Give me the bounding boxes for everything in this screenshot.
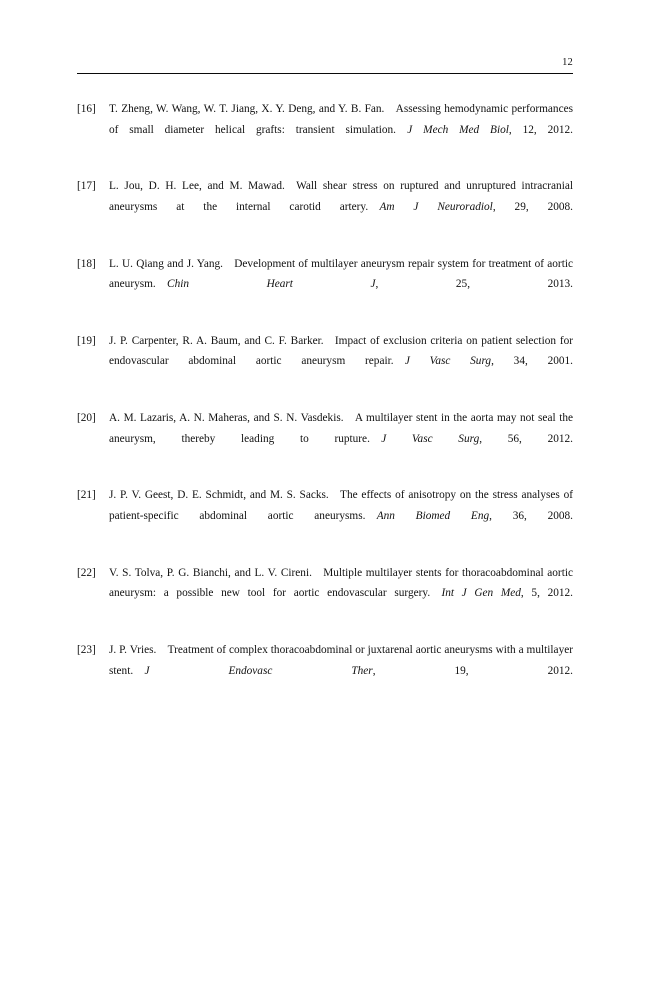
bibliography-entry-journal: Chin Heart J <box>167 278 376 291</box>
bibliography-entry-label: [19] <box>77 334 96 347</box>
bibliography-entry-title: Treatment of complex thoracoabdominal or juxtarenal aortic aneurysms with a multilayer stent. <box>109 643 573 677</box>
bibliography-entry-authors: J. P. Vries. <box>109 643 157 656</box>
bibliography-entry-journal: J Mech Med Biol <box>407 123 509 136</box>
bibliography-entry-volume-year: , 29, 2008. <box>492 200 574 213</box>
bibliography-entry-label: [22] <box>77 566 96 579</box>
page-number: 12 <box>562 57 573 68</box>
bibliography-entry-journal: J Endovasc Ther <box>144 664 373 677</box>
bibliography-entry-label: [17] <box>77 180 96 193</box>
bibliography-entry <box>77 331 573 393</box>
bibliography-entry-text <box>109 485 573 547</box>
bibliography-entry-volume-year: , 25, 2013. <box>375 278 573 291</box>
bibliography-entry-journal: Int J Gen Med <box>441 587 521 600</box>
bibliography-entry-title: Multiple multilayer stents for thoracoabdominal aortic aneurysm: a possible new tool for aortic endovascular surgery. <box>109 566 573 600</box>
bibliography-entry-text <box>109 254 573 316</box>
bibliography-entry-journal: J Vasc Surg <box>381 432 480 445</box>
bibliography-entry-authors: J. P. V. Geest, D. E. Schmidt, and M. S. Sacks. <box>109 489 329 502</box>
bibliography-entry-title: Impact of exclusion criteria on patient selection for endovascular abdominal aortic aneurysm repair. <box>109 334 573 368</box>
bibliography-entry-text <box>109 331 573 393</box>
bibliography-list <box>77 99 573 702</box>
bibliography-entry-journal: Ann Biomed Eng <box>376 510 490 522</box>
bibliography-entry-authors: L. Jou, D. H. Lee, and M. Mawad. <box>109 180 285 193</box>
bibliography-entry-volume-year: , 56, 2012. <box>479 432 573 445</box>
bibliography-entry-title: Development of multilayer aneurysm repair system for treatment of aortic aneurysm. <box>109 257 573 291</box>
bibliography-entry-text <box>109 640 573 702</box>
bibliography-entry-label: [18] <box>77 257 96 270</box>
bibliography-entry <box>77 254 573 316</box>
bibliography-entry-text <box>109 408 573 470</box>
bibliography-entry-label: [23] <box>77 643 96 656</box>
bibliography-entry-volume-year: , 34, 2001. <box>491 355 573 368</box>
bibliography-entry <box>77 176 573 238</box>
bibliography-entry <box>77 640 573 702</box>
bibliography-entry-label: [16] <box>77 103 96 115</box>
bibliography-entry <box>77 563 573 625</box>
bibliography-entry-authors: V. S. Tolva, P. G. Bianchi, and L. V. Cireni. <box>109 566 312 579</box>
bibliography-entry <box>77 408 573 470</box>
bibliography-entry-text <box>109 176 573 238</box>
bibliography-entry-title: Wall shear stress on ruptured and unruptured intracranial aneurysms at the internal carotid artery. <box>109 180 573 213</box>
bibliography-entry-volume-year: , 12, 2012. <box>508 123 573 136</box>
bibliography-entry-authors: A. M. Lazaris, A. N. Maheras, and S. N. Vasdekis. <box>109 412 344 425</box>
bibliography-entry-text <box>109 99 573 161</box>
bibliography-entry-label: [20] <box>77 412 96 425</box>
bibliography-entry-title: Assessing hemodynamic performances of small diameter helical grafts: transient simulation. <box>109 103 574 136</box>
bibliography-entry-authors: J. P. Carpenter, R. A. Baum, and C. F. Barker. <box>109 334 324 347</box>
bibliography-entry-volume-year: , 5, 2012. <box>520 587 573 600</box>
bibliography-entry-volume-year: , 19, 2012. <box>372 664 573 677</box>
header-rule <box>77 73 573 74</box>
bibliography-entry <box>77 99 573 161</box>
bibliography-entry-authors: T. Zheng, W. Wang, W. T. Jiang, X. Y. Deng, and Y. B. Fan. <box>109 103 385 115</box>
page-header <box>77 56 573 74</box>
bibliography-entry-title: A multilayer stent in the aorta may not seal the aneurysm, thereby leading to rupture. <box>109 412 573 445</box>
bibliography-entry-authors: L. U. Qiang and J. Yang. <box>109 257 223 270</box>
bibliography-entry-text <box>109 563 573 625</box>
bibliography-entry-journal: J Vasc Surg <box>404 355 492 368</box>
bibliography-entry-journal: Am J Neuroradiol <box>379 200 493 213</box>
bibliography-entry-label: [21] <box>77 489 96 502</box>
bibliography-entry-title: The effects of anisotropy on the stress analyses of patient-specific abdominal aortic aneurysms. <box>109 489 574 522</box>
bibliography-entry <box>77 485 573 547</box>
bibliography-entry-volume-year: , 36, 2008. <box>489 510 573 522</box>
